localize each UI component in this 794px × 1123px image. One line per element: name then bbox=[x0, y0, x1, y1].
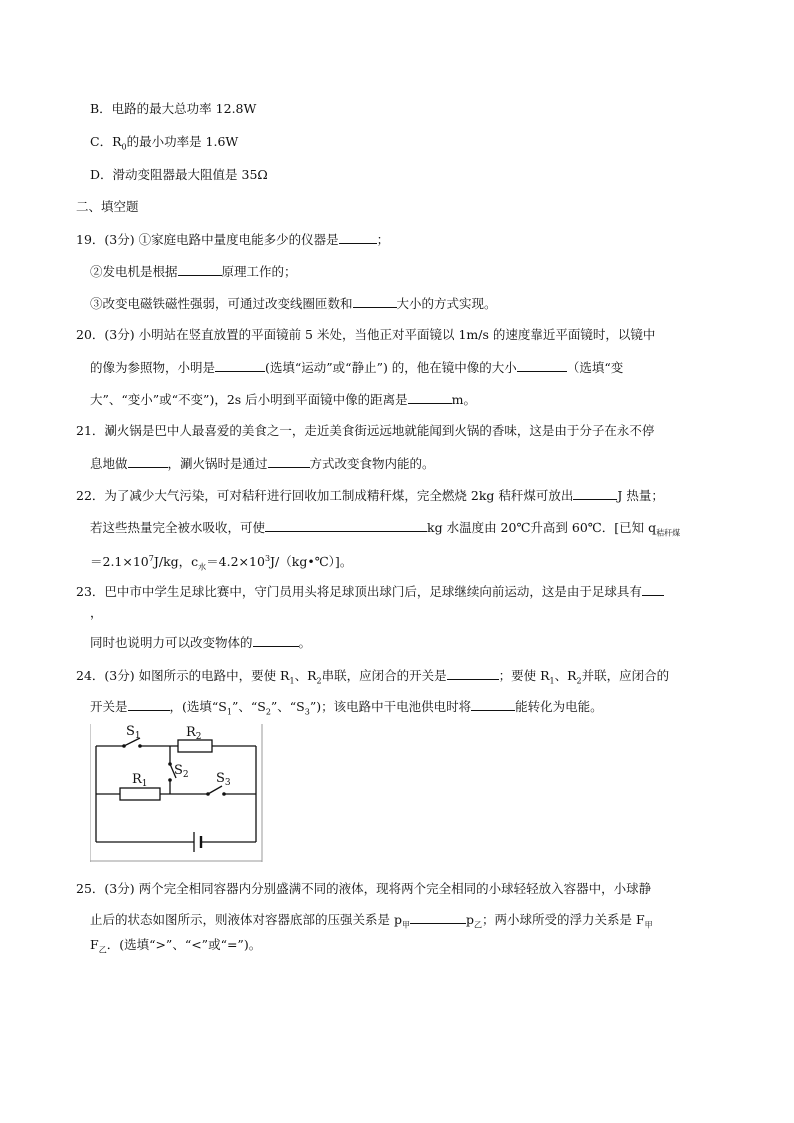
answer-blank[interactable] bbox=[253, 633, 299, 647]
answer-blank[interactable] bbox=[265, 518, 427, 532]
q25-line3: $F_乙$．(选填“>”、“<”或“=”)。 bbox=[90, 937, 262, 955]
q21-line2: 息地做 ，涮火锅时是通过 方式改变食物内能的。 bbox=[90, 456, 435, 471]
answer-blank[interactable] bbox=[517, 358, 567, 372]
answer-blank[interactable] bbox=[339, 230, 377, 244]
q19-line1: 19．(3分) ①家庭电路中量度电能多少的仪器是 ； bbox=[76, 232, 390, 247]
answer-blank[interactable] bbox=[178, 262, 222, 276]
label-s1: $S_1$ bbox=[126, 724, 141, 741]
q22-line1: 22．为了减少大气污染，可对秸秆进行回收加工制成精秆煤，完全燃烧 2kg 秸秆煤可放出 J 热量； bbox=[76, 488, 664, 503]
resistor-r1 bbox=[120, 788, 160, 800]
option-d: D．滑动变阻器最大阻值是 35Ω bbox=[90, 167, 268, 182]
q25-line1: 25．(3分) 两个完全相同容器内分别盛满不同的液体，现将两个完全相同的小球轻轻放入容器中，小球静 bbox=[76, 881, 652, 896]
q23-line2: ， bbox=[90, 605, 103, 620]
answer-blank[interactable] bbox=[642, 582, 664, 596]
circuit-diagram bbox=[90, 724, 266, 862]
q24-line1: 24．(3分) 如图所示的电路中，要使 $R_1$、$R_2$串联，应闭合的开关是 ；要使 $R_1$、$R_2$并联，应闭合的 bbox=[76, 668, 670, 686]
answer-blank[interactable] bbox=[353, 294, 397, 308]
q21-line1: 21．涮火锅是巴中人最喜爱的美食之一，走近美食街远远地就能闻到火锅的香味，这是由于分子在永不停 bbox=[76, 423, 655, 438]
q20-line1: 20．(3分) 小明站在竖直放置的平面镜前 5 米处，当他正对平面镜以 1m/s 的速度靠近平面镜时，以镜中 bbox=[76, 327, 656, 342]
battery-branch bbox=[96, 832, 256, 852]
answer-blank[interactable] bbox=[410, 910, 466, 924]
q22-line2: 若这些热量完全被水吸收，可使 kg 水温度由 20℃升高到 60℃．[已知 $q_{秸秆煤}$ bbox=[90, 520, 681, 538]
q22-line3: $=2.1\times 10^7J/kg$，$c_水=4.2\times 10^3J/(kg•℃)$]。 bbox=[90, 554, 353, 572]
label-s2: $S_2$ bbox=[174, 763, 189, 780]
answer-blank[interactable] bbox=[573, 486, 617, 500]
q19-line2: ②发电机是根据 原理工作的； bbox=[90, 264, 297, 279]
answer-blank[interactable] bbox=[128, 454, 168, 468]
section-title: 二、填空题 bbox=[76, 199, 139, 214]
q23-line1: 23．巴中市中学生足球比赛中，守门员用头将足球顶出球门后，足球继续向前运动，这是由于足球具有 bbox=[76, 582, 664, 601]
answer-blank[interactable] bbox=[268, 454, 310, 468]
q24-line2: 开关是 ，(选填“$S_1$”、“$S_2$”、“$S_3$”)；该电路中干电池供电时将 能转化为电能。 bbox=[90, 699, 603, 717]
answer-blank[interactable] bbox=[447, 666, 499, 680]
label-s3: $S_3$ bbox=[216, 771, 231, 788]
q25-line2: 止后的状态如图所示，则液体对容器底部的压强关系是 $p_甲$ $p_乙$；两小球所受的浮力关系是 $F_甲$ bbox=[90, 912, 653, 930]
q23-line3: 同时也说明力可以改变物体的 。 bbox=[90, 635, 312, 650]
answer-blank[interactable] bbox=[128, 697, 170, 711]
q20-line2: 的像为参照物，小明是 (选填“运动”或“静止”) 的，他在镜中像的大小 （选填“变 bbox=[90, 360, 624, 375]
q19-line3: ③改变电磁铁磁性强弱，可通过改变线圈匝数和 大小的方式实现。 bbox=[90, 296, 497, 311]
option-b: B．电路的最大总功率 12.8W bbox=[90, 101, 257, 116]
option-c: C．$R_0$的最小功率是 1.6W bbox=[90, 134, 239, 152]
switch-s3 bbox=[208, 786, 222, 794]
label-r2: $R_2$ bbox=[186, 725, 202, 742]
answer-blank[interactable] bbox=[408, 390, 452, 404]
answer-blank[interactable] bbox=[215, 358, 265, 372]
q20-line3: 大”、“变小”或“不变”)，2s 后小明到平面镜中像的距离是 m。 bbox=[90, 392, 477, 407]
answer-blank[interactable] bbox=[471, 697, 515, 711]
label-r1: $R_1$ bbox=[132, 772, 148, 789]
